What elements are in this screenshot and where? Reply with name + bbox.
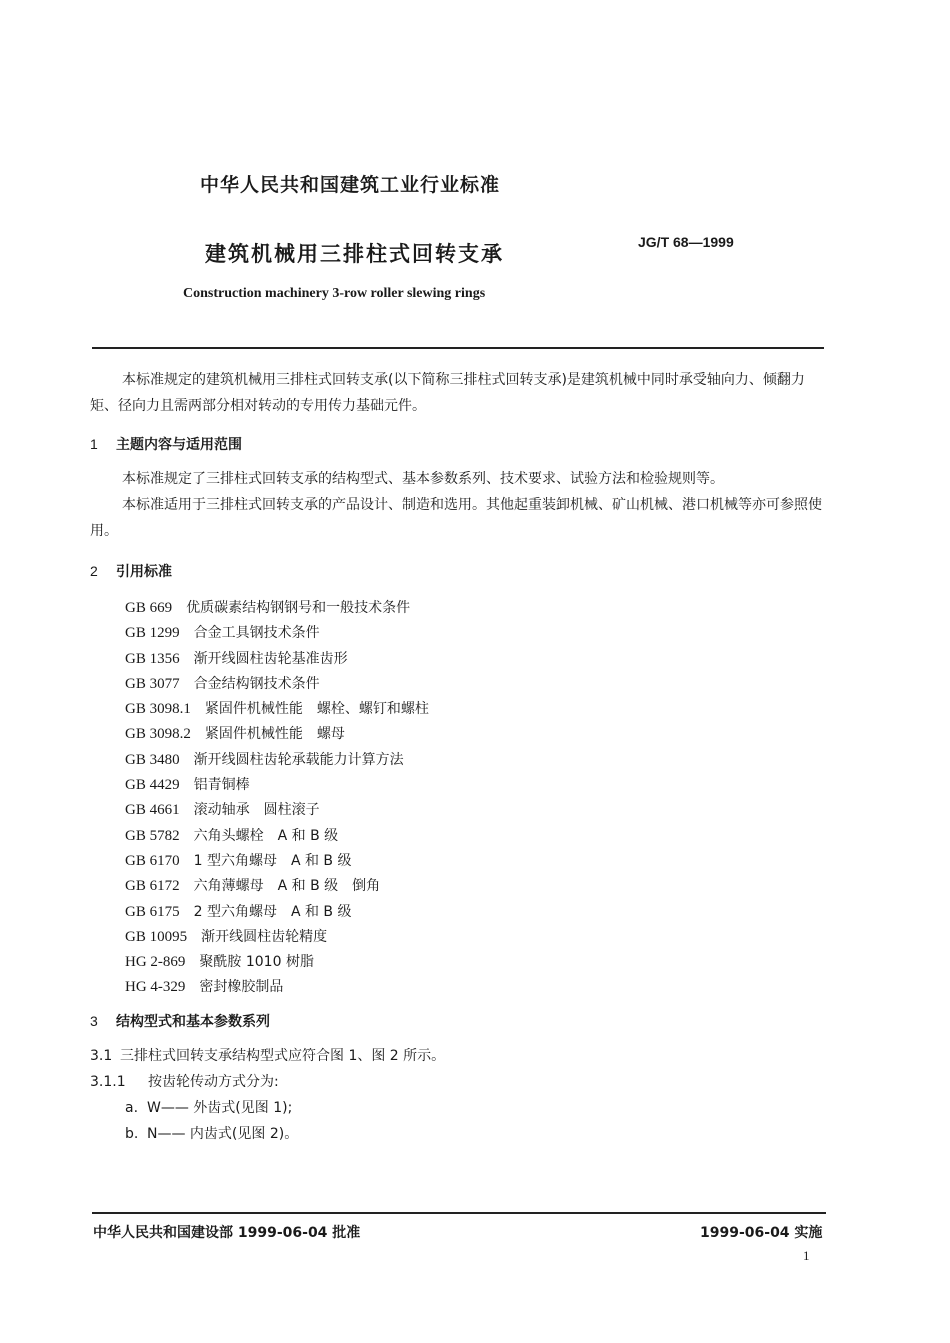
- reference-code: GB 10095: [125, 928, 188, 945]
- reference-name: 合金工具钢技术条件: [193, 625, 320, 642]
- reference-name: 优质碳素结构钢钢号和一般技术条件: [186, 600, 411, 616]
- reference-code: GB 4429: [125, 777, 180, 794]
- clause-item-a: a. W—— 外齿式(见图 1);: [125, 1100, 293, 1116]
- reference-name: 渐开线圆柱齿轮承载能力计算方法: [193, 751, 404, 768]
- reference-item: [125, 925, 429, 950]
- reference-code: GB 6172: [125, 878, 180, 895]
- document-title-cn: 建筑机械用三排柱式回转支承: [205, 242, 504, 266]
- reference-item: [125, 824, 429, 849]
- reference-name: 聚酰胺 1010 树脂: [199, 954, 314, 971]
- footer-divider: [92, 1212, 826, 1214]
- reference-code: GB 6170: [125, 852, 180, 869]
- reference-item: [125, 900, 429, 925]
- section-1-paragraph-1: 本标准规定了三排柱式回转支承的结构型式、基本参数系列、技术要求、试验方法和检验规则等。: [122, 471, 724, 487]
- section-1-paragraph-2: 本标准适用于三排柱式回转支承的产品设计、制造和选用。其他起重装卸机械、矿山机械、港口机械等亦可参照使用。: [90, 497, 822, 539]
- reference-name: 渐开线圆柱齿轮精度: [201, 928, 328, 945]
- reference-item: [125, 874, 429, 899]
- reference-item: [125, 697, 429, 722]
- reference-item: [125, 773, 429, 798]
- reference-item: [125, 647, 429, 672]
- approval-info: 中华人民共和国建设部 1999-06-04 批准: [93, 1225, 361, 1241]
- reference-code: GB 3077: [125, 675, 180, 692]
- reference-name: 滚动轴承 圆柱滚子: [193, 802, 320, 819]
- reference-code: GB 1299: [125, 625, 180, 642]
- reference-list: [125, 596, 429, 1001]
- standard-code: JG/T 68—1999: [638, 234, 734, 250]
- reference-code: HG 2-869: [125, 954, 186, 971]
- implementation-date: 1999-06-04 实施: [700, 1225, 823, 1241]
- section-3-heading: 3 结构型式和基本参数系列: [90, 1013, 270, 1030]
- reference-item: [125, 950, 429, 975]
- clause-item-b: b. N—— 内齿式(见图 2)。: [125, 1126, 299, 1142]
- reference-name: 渐开线圆柱齿轮基准齿形: [193, 650, 348, 667]
- reference-code: GB 6175: [125, 903, 180, 920]
- section-2-heading: 2 引用标准: [90, 563, 172, 580]
- page-number: 1: [803, 1248, 810, 1263]
- reference-name: 铝青铜棒: [193, 777, 250, 794]
- reference-item: [125, 722, 429, 747]
- intro-paragraph: 本标准规定的建筑机械用三排柱式回转支承(以下简称三排柱式回转支承)是建筑机械中同时承受轴向力、倾翻力矩、径向力且需两部分相对转动的专用传力基础元件。: [90, 372, 805, 414]
- reference-name: 六角头螺栓 A 和 B 级: [193, 827, 339, 844]
- document-title-en: Construction machinery 3-row roller slewing rings: [183, 286, 486, 301]
- reference-code: GB 5782: [125, 827, 180, 844]
- reference-name: 密封橡胶制品: [199, 979, 284, 996]
- reference-code: GB 3098.2: [125, 726, 191, 743]
- reference-item: [125, 975, 429, 1000]
- reference-item: [125, 748, 429, 773]
- reference-code: GB 4661: [125, 802, 180, 819]
- section-1-heading: 1 主题内容与适用范围: [90, 436, 242, 453]
- standard-category: 中华人民共和国建筑工业行业标准: [200, 174, 501, 196]
- header-divider: [92, 347, 824, 349]
- reference-item: [125, 672, 429, 697]
- reference-name: 紧固件机械性能 螺母: [204, 726, 345, 743]
- reference-name: 六角薄螺母 A 和 B 级 倒角: [193, 878, 381, 895]
- reference-code: GB 669: [125, 600, 173, 616]
- reference-code: GB 3480: [125, 751, 180, 768]
- reference-name: 1 型六角螺母 A 和 B 级: [193, 852, 352, 869]
- reference-code: GB 3098.1: [125, 701, 191, 718]
- reference-name: 合金结构钢技术条件: [193, 675, 320, 692]
- reference-item: [125, 798, 429, 823]
- reference-item: [125, 621, 429, 646]
- reference-name: 2 型六角螺母 A 和 B 级: [193, 903, 352, 920]
- clause-3-1-1: 3.1.1 按齿轮传动方式分为:: [90, 1074, 279, 1090]
- clause-3-1: 3.1 三排柱式回转支承结构型式应符合图 1、图 2 所示。: [90, 1048, 446, 1064]
- reference-item: [125, 596, 429, 621]
- reference-name: 紧固件机械性能 螺栓、螺钉和螺柱: [204, 701, 429, 718]
- reference-code: HG 4-329: [125, 979, 186, 996]
- reference-code: GB 1356: [125, 650, 180, 667]
- reference-item: [125, 849, 429, 874]
